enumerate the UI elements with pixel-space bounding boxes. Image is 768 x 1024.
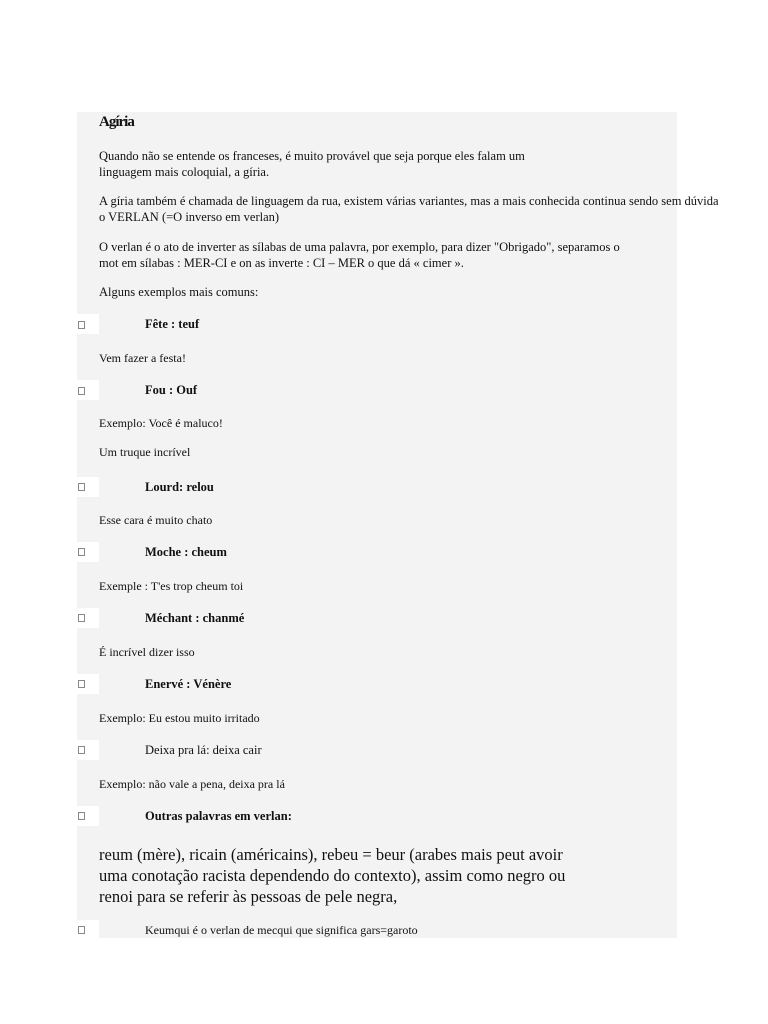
slang-term: Deixa pra lá: deixa cair (145, 743, 262, 757)
text-line: Alguns exemplos mais comuns: (99, 285, 259, 299)
document-title: Agíria (99, 114, 134, 130)
text-line: uma conotação racista dependendo do contexto), assim como negro ou (99, 866, 566, 885)
slang-term: Méchant : chanmé (145, 611, 245, 625)
slang-term: Enervé : Vénère (145, 677, 232, 691)
slang-example: Exemple : T'es trop cheum toi (99, 579, 244, 593)
text-line: Quando não se entende os franceses, é muito provável que seja porque eles falam um (99, 149, 525, 163)
bullet-icon (78, 812, 85, 820)
slang-term: Keumqui é o verlan de mecqui que significa gars=garoto (145, 923, 418, 937)
text-line: reum (mère), ricain (américains), rebeu = beur (arabes mais peut avoir (99, 845, 563, 864)
slang-example: É incrível dizer isso (99, 645, 195, 659)
slang-term: Lourd: relou (145, 480, 214, 494)
text-line: O verlan é o ato de inverter as sílabas de uma palavra, por exemplo, para dizer "Obrigado", separamos o (99, 240, 620, 254)
text-line: o VERLAN (=O inverso em verlan) (99, 209, 280, 224)
slang-term: Fou : Ouf (145, 383, 198, 397)
bullet-icon (78, 746, 85, 754)
bullet-icon (78, 614, 85, 622)
verlan-words-paragraph (99, 844, 565, 907)
slang-example: Esse cara é muito chato (99, 513, 213, 527)
intro-paragraph-1 (99, 149, 525, 180)
text-line: renoi para se referir às pessoas de pele negra, (99, 887, 398, 906)
text-line: mot em sílabas : MER-CI e on as inverte : CI – MER o que dá « cimer ». (99, 255, 464, 270)
slang-example: Um truque incrível (99, 445, 191, 459)
intro-paragraph-4 (99, 285, 258, 301)
slang-term: Moche : cheum (145, 545, 227, 559)
bullet-icon (78, 680, 85, 688)
bullet-icon (78, 548, 85, 556)
bullet-icon (78, 321, 85, 329)
slang-term: Fête : teuf (145, 317, 200, 331)
bullet-icon (78, 926, 85, 934)
slang-example: Vem fazer a festa! (99, 351, 186, 365)
intro-paragraph-3 (99, 240, 620, 271)
intro-paragraph-2 (99, 194, 719, 225)
slang-example: Exemplo: Você é maluco! (99, 416, 223, 430)
text-line: A gíria também é chamada de linguagem da rua, existem várias variantes, mas a mais conhecida continua sendo sem dúvida (99, 194, 719, 208)
slang-term: Outras palavras em verlan: (145, 809, 292, 823)
slang-example: Exemplo: não vale a pena, deixa pra lá (99, 777, 285, 791)
bullet-icon (78, 387, 85, 395)
bullet-icon (78, 483, 85, 491)
text-line: linguagem mais coloquial, a gíria. (99, 164, 270, 179)
slang-example: Exemplo: Eu estou muito irritado (99, 711, 260, 725)
